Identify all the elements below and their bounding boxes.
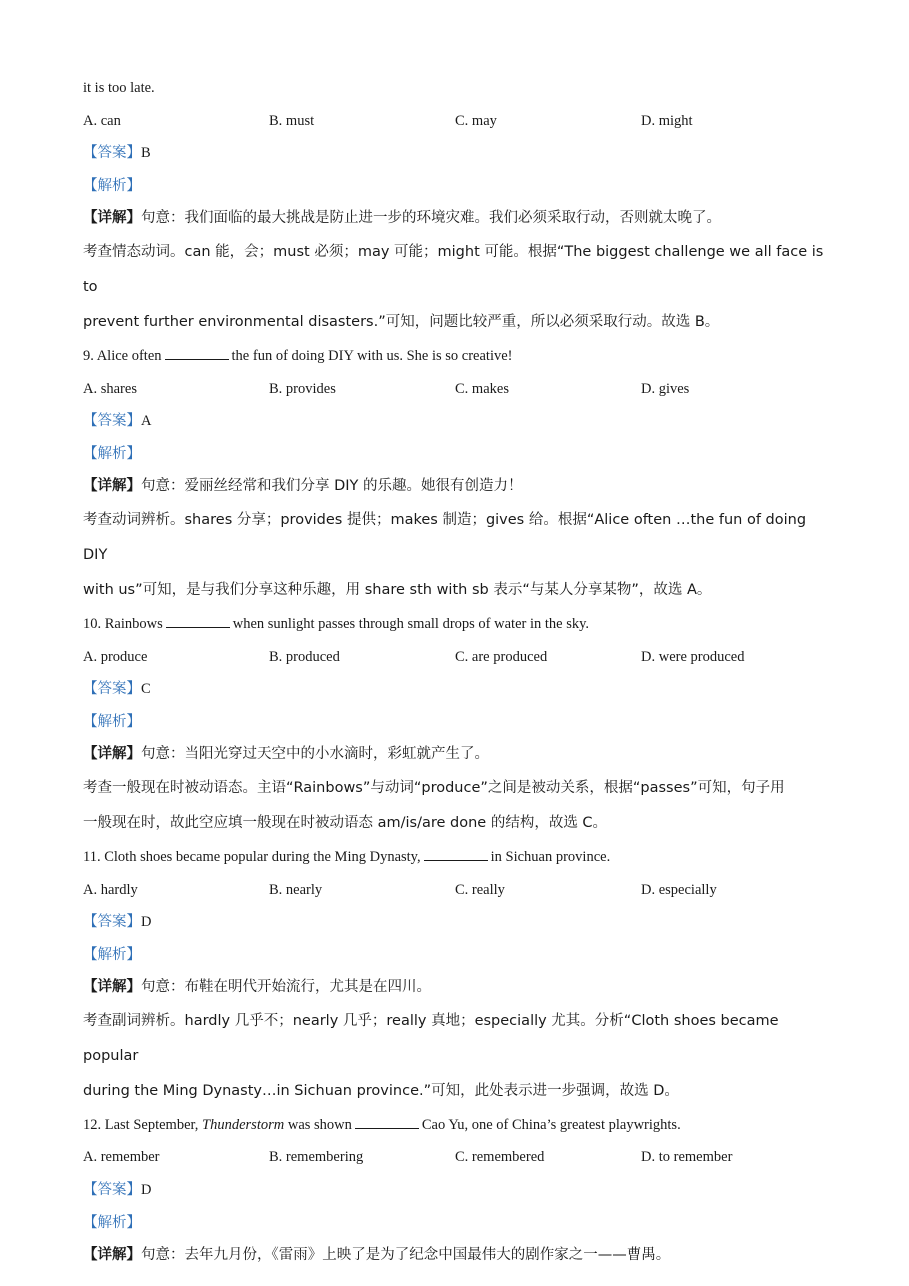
q11-options: [83, 874, 828, 907]
q12-option-c: C. remembered: [455, 1149, 545, 1166]
q8-detail-meaning: 句意：我们面临的最大挑战是防止进一步的环境灾难。我们必须采取行动，否则就太晚了。: [141, 210, 721, 227]
q12-blank: [355, 1116, 419, 1129]
q9-options: [83, 373, 828, 406]
q8-stem-tail: it is too late.: [83, 80, 155, 96]
q11-option-c: C. really: [455, 881, 505, 898]
analysis-tag: 【解析】: [83, 946, 141, 963]
analysis-tag: 【解析】: [83, 1214, 141, 1231]
detail-tag: 【详解】: [83, 746, 141, 763]
q12-stem-after: Cao Yu, one of China’s greatest playwrights.: [421, 1116, 681, 1133]
q12-answer-value: D: [141, 1182, 152, 1199]
q10-option-a: A. produce: [83, 648, 148, 665]
q12-stem: [83, 1109, 828, 1142]
q10-stem: [83, 608, 828, 641]
q10-option-d: D. were produced: [641, 648, 745, 665]
q9-detail: [83, 470, 828, 503]
q9-option-c: C. makes: [455, 380, 509, 397]
q9-option-a: A. shares: [83, 380, 137, 397]
q10-explain-line-1: 考查一般现在时被动语态。主语“Rainbows”与动词“produce”之间是被动关系，根据“passes”可知，句子用: [83, 779, 785, 796]
analysis-tag: 【解析】: [83, 713, 141, 730]
answer-tag: 【答案】: [83, 1182, 141, 1199]
q8-explain-line-2: prevent further environmental disasters.”可知，问题比较严重，所以必须采取行动。故选 B。: [83, 313, 720, 330]
q9-explanation: [83, 503, 828, 608]
q8-explanation: [83, 235, 828, 340]
q10-blank: [166, 615, 230, 628]
q9-option-d: D. gives: [641, 380, 690, 397]
q10-analysis: [83, 706, 828, 739]
q11-option-a: A. hardly: [83, 881, 138, 898]
q8-analysis: [83, 170, 828, 203]
q11-detail: [83, 971, 828, 1004]
q9-detail-meaning: 句意：爱丽丝经常和我们分享 DIY 的乐趣。她很有创造力！: [141, 478, 523, 495]
q9-explain-line-1: 考查动词辨析。shares 分享；provides 提供；makes 制造；gives 给。根据“Alice often …the fun of doing DIY: [83, 511, 807, 563]
q10-option-c: C. are produced: [455, 648, 548, 665]
q8-option-b: B. must: [269, 112, 315, 129]
q10-answer: [83, 673, 828, 706]
q9-stem: [83, 340, 828, 373]
q9-answer-value: A: [141, 413, 152, 430]
q10-explain-line-2: 一般现在时，故此空应填一般现在时被动语态 am/is/are done 的结构，故选 C。: [83, 814, 608, 831]
q11-explain-line-2: during the Ming Dynasty…in Sichuan province.”可知，此处表示进一步强调，故选 D。: [83, 1082, 679, 1099]
q12-stem-title: Thunderstorm: [202, 1116, 285, 1133]
q11-blank: [424, 848, 488, 861]
answer-tag: 【答案】: [83, 145, 141, 162]
answer-tag: 【答案】: [83, 413, 141, 430]
detail-tag: 【详解】: [83, 210, 141, 227]
q12-stem-before: 12. Last September,: [83, 1116, 199, 1133]
q12-stem-mid: was shown: [287, 1116, 352, 1133]
detail-tag: 【详解】: [83, 478, 141, 495]
q10-options: [83, 641, 828, 674]
q10-stem-after: when sunlight passes through small drops of water in the sky.: [232, 615, 590, 632]
q10-stem-before: 10. Rainbows: [83, 615, 163, 632]
answer-tag: 【答案】: [83, 914, 141, 931]
q11-stem: [83, 841, 828, 874]
q12-option-b: B. remembering: [269, 1149, 364, 1166]
q11-option-b: B. nearly: [269, 881, 323, 898]
answer-tag: 【答案】: [83, 681, 141, 698]
q11-stem-before: 11. Cloth shoes became popular during the Ming Dynasty,: [83, 848, 421, 865]
detail-tag: 【详解】: [83, 1247, 141, 1264]
q10-explanation: [83, 771, 828, 841]
q8-answer: [83, 137, 828, 170]
q9-stem-after: the fun of doing DIY with us. She is so creative!: [231, 347, 513, 364]
q12-options: [83, 1141, 828, 1174]
q8-option-d: D. might: [641, 112, 693, 129]
q11-explanation: [83, 1004, 828, 1109]
q11-detail-meaning: 句意：布鞋在明代开始流行，尤其是在四川。: [141, 979, 431, 996]
q12-detail-meaning: 句意：去年九月份，《雷雨》上映了是为了纪念中国最伟大的剧作家之一——曹禺。: [141, 1247, 671, 1264]
analysis-tag: 【解析】: [83, 177, 141, 194]
q8-option-a: A. can: [83, 112, 121, 129]
q10-detail-meaning: 句意：当阳光穿过天空中的小水滴时，彩虹就产生了。: [141, 746, 489, 763]
q10-detail: [83, 738, 828, 771]
q11-stem-after: in Sichuan province.: [490, 848, 611, 865]
q9-blank: [165, 347, 229, 360]
analysis-tag: 【解析】: [83, 445, 141, 462]
q9-analysis: [83, 438, 828, 471]
q8-options: [83, 105, 828, 138]
q11-analysis: [83, 939, 828, 972]
q11-explain-line-1: 考查副词辨析。hardly 几乎不；nearly 几乎；really 真地；especially 尤其。分析“Cloth shoes became popular: [83, 1012, 779, 1064]
q8-answer-value: B: [141, 145, 151, 162]
detail-tag: 【详解】: [83, 979, 141, 996]
q10-option-b: B. produced: [269, 648, 340, 665]
q12-analysis: [83, 1207, 828, 1240]
q12-detail: [83, 1239, 828, 1272]
q8-option-c: C. may: [455, 112, 497, 129]
q9-explain-line-2: with us”可知，是与我们分享这种乐趣，用 share sth with sb 表示“与某人分享某物”，故选 A。: [83, 581, 712, 598]
q12-option-a: A. remember: [83, 1149, 160, 1166]
q10-answer-value: C: [141, 681, 151, 698]
q9-option-b: B. provides: [269, 380, 336, 397]
q12-option-d: D. to remember: [641, 1149, 733, 1166]
q9-answer: [83, 405, 828, 438]
q12-answer: [83, 1174, 828, 1207]
q8-explain-line-1: 考查情态动词。can 能，会；must 必须；may 可能；might 可能。根据“The biggest challenge we all face is to: [83, 243, 824, 295]
q9-stem-before: 9. Alice often: [83, 347, 162, 364]
q11-answer-value: D: [141, 914, 152, 931]
q11-answer: [83, 906, 828, 939]
q11-option-d: D. especially: [641, 881, 717, 898]
exam-page: [83, 72, 828, 1272]
q8-detail: [83, 202, 828, 235]
